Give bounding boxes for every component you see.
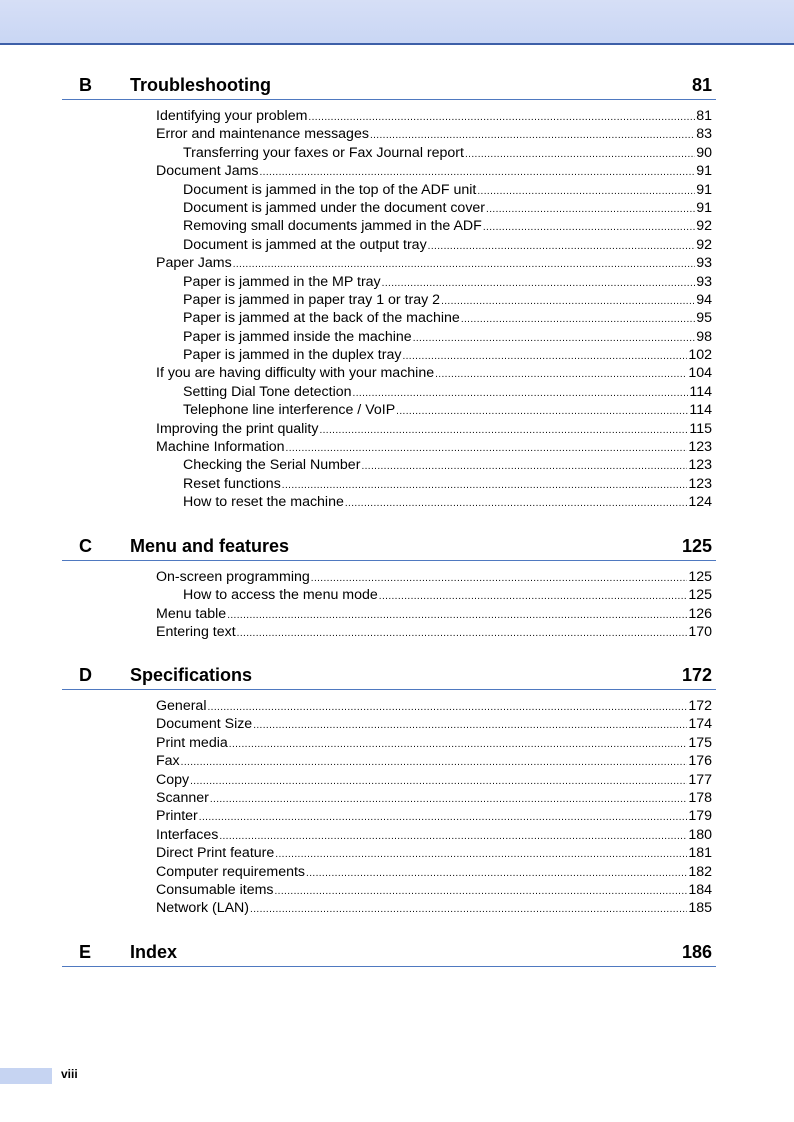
toc-entry-page: 92 [696,218,712,235]
toc-entry-label: Checking the Serial Number [183,457,361,474]
toc-entry-page: 91 [696,181,712,198]
toc-entry[interactable] [62,623,716,641]
section-page-number: 81 [691,75,712,95]
toc-entry[interactable] [62,789,716,807]
toc-entry[interactable] [62,162,716,180]
toc-entry[interactable] [62,236,716,254]
toc-entry-label: How to access the menu mode [183,587,378,604]
toc-entry-label: How to reset the machine [183,494,344,511]
toc-entry-page: 90 [696,144,712,161]
toc-entry[interactable] [62,807,716,825]
toc-entry-label: Removing small documents jammed in the ADF [183,218,482,235]
toc-entry[interactable] [62,456,716,474]
toc-entry[interactable] [62,844,716,862]
toc-entry-page: 179 [688,808,712,825]
toc-entry[interactable] [62,309,716,327]
toc-entry-page: 104 [688,365,712,382]
toc-entry-label: Machine Information [156,439,285,456]
toc-entry-page: 126 [688,605,712,622]
toc-entry-page: 123 [688,457,712,474]
toc-entry[interactable] [62,217,716,235]
header-band [0,0,794,45]
toc-entry-page: 123 [688,439,712,456]
toc-entry-label: Telephone line interference / VoIP [183,402,396,419]
toc-entry-page: 178 [688,789,712,806]
toc-entry[interactable] [62,199,716,217]
section-letter: B [79,75,92,95]
toc-entry[interactable] [62,291,716,309]
toc-entry-label: Printer [156,808,198,825]
dot-leader [219,828,687,846]
section-b [62,71,716,512]
toc-entry-page: 172 [688,698,712,714]
toc-entry[interactable] [62,493,716,511]
toc-entry-label: Scanner [156,789,209,806]
toc-entry[interactable] [62,605,716,623]
toc-entry[interactable] [62,273,716,291]
toc-entry-label: Document is jammed at the output tray [183,236,427,253]
toc-entry[interactable] [62,181,716,199]
dot-leader [181,754,688,772]
section-page-number: 125 [681,536,712,556]
toc-entry-label: General [156,698,207,714]
section-title: Index [130,942,178,962]
dot-leader [345,495,687,513]
toc-entry-page: 94 [696,291,712,308]
toc-entry-label: Identifying your problem [156,108,308,124]
toc-entry-page: 91 [696,163,712,180]
toc-entry-page: 83 [696,126,712,143]
toc-entry-label: Document Jams [156,163,259,180]
toc-entry-label: Paper is jammed inside the machine [183,328,412,345]
dot-leader [477,183,695,201]
toc-entry-page: 125 [688,569,712,585]
dot-leader [413,330,696,348]
toc-entry-label: Setting Dial Tone detection [183,383,352,400]
toc-entry-label: Paper is jammed in the duplex tray [183,347,402,364]
toc-entry[interactable] [62,107,716,125]
toc-entry-page: 125 [688,587,712,604]
toc-entry[interactable] [62,438,716,456]
toc-entry-label: Print media [156,734,228,751]
toc-entry[interactable] [62,364,716,382]
dot-leader [353,385,689,403]
dot-leader [253,717,687,735]
toc-entry-label: On-screen programming [156,569,310,585]
section-e [62,938,716,967]
toc-entry-label: Paper is jammed in the MP tray [183,273,381,290]
toc-entry-label: Network (LAN) [156,900,250,917]
toc-entry-page: 181 [688,845,712,862]
dot-leader [379,588,688,606]
section-heading[interactable] [62,532,716,561]
toc-entry-page: 114 [689,402,712,419]
dot-leader [319,422,688,440]
dot-leader [190,773,687,791]
dot-leader [428,238,696,256]
toc-entry-label: Reset functions [183,475,281,492]
toc-entry[interactable] [62,420,716,438]
toc-entry-page: 93 [696,273,712,290]
toc-entry[interactable] [62,586,716,604]
dot-leader [207,699,687,717]
toc-entry-label: Menu table [156,605,227,622]
toc-entry-label: Document is jammed under the document cover [183,199,486,216]
toc-entry[interactable] [62,383,716,401]
toc-entry-page: 123 [688,475,712,492]
section-letter: D [79,665,92,685]
dot-leader [306,865,687,883]
toc-entry-page: 95 [696,310,712,327]
toc-entry[interactable] [62,346,716,364]
toc-entry[interactable] [62,475,716,493]
toc-entry-page: 175 [688,734,712,751]
dot-leader [486,201,695,219]
dot-leader [483,219,695,237]
toc-entries [62,568,716,642]
dot-leader [361,458,687,476]
section-title: Specifications [130,665,253,685]
section-page-number: 172 [681,665,712,685]
dot-leader [441,293,695,311]
section-heading[interactable] [62,71,716,100]
dot-leader [237,625,688,643]
toc-entry-label: Computer requirements [156,863,306,880]
toc-entry-label: Paper is jammed in paper tray 1 or tray 2 [183,291,441,308]
toc-entry-label: Paper Jams [156,255,232,272]
section-title: Troubleshooting [130,75,271,95]
footer-bar [0,1068,52,1084]
section-page-number: 186 [681,942,712,962]
toc-entry-label: Paper is jammed at the back of the machine [183,310,460,327]
toc-entries [62,697,716,918]
section-heading[interactable] [62,938,716,967]
toc-entry[interactable] [62,401,716,419]
toc-entry-page: 98 [696,328,712,345]
toc-entry-label: Direct Print feature [156,845,275,862]
toc-entry-page: 177 [688,771,712,788]
toc-entry-page: 92 [696,236,712,253]
dot-leader [275,846,687,864]
toc-entry[interactable] [62,144,716,162]
toc-entry-label: Error and maintenance messages [156,126,369,143]
dot-leader [250,901,687,919]
toc-entry-page: 184 [688,881,712,898]
dot-leader [435,366,687,384]
toc-entry-label: Copy [156,771,190,788]
section-title: Menu and features [130,536,290,556]
toc-entry-page: 93 [696,255,712,272]
dot-leader [402,348,687,366]
toc-entry-label: Fax [156,753,180,770]
section-c [62,532,716,642]
toc-entry-label: Document is jammed in the top of the ADF unit [183,181,477,198]
toc-entry-page: 174 [688,716,712,733]
section-d [62,661,716,918]
dot-leader [461,311,695,329]
toc-entry[interactable] [62,125,716,143]
toc-entry-label: Interfaces [156,826,219,843]
section-letter: C [79,536,92,556]
section-letter: E [79,942,92,962]
toc-entry[interactable] [62,697,716,715]
toc-entry-page: 124 [688,494,712,511]
dot-leader [465,146,695,164]
toc-entry-page: 91 [696,199,712,216]
toc-entry-label: Document Size [156,716,253,733]
dot-leader [227,607,687,625]
toc-entry[interactable] [62,568,716,586]
toc-entry[interactable] [62,328,716,346]
toc-entry-page: 176 [688,753,712,770]
dot-leader [199,809,688,827]
toc-entry-page: 114 [689,383,712,400]
dot-leader [396,403,688,421]
toc-entry-page: 81 [696,108,712,124]
toc-entry[interactable] [62,881,716,899]
toc-entries [62,107,716,512]
toc-entry-page: 185 [688,900,712,917]
toc-entry-label: If you are having difficulty with your machine [156,365,435,382]
toc-entry[interactable] [62,826,716,844]
toc-entry-label: Transferring your faxes or Fax Journal report [183,144,464,161]
toc-entry-page: 115 [689,420,712,437]
dot-leader [229,736,688,754]
toc-entry[interactable] [62,254,716,272]
toc-entry[interactable] [62,752,716,770]
toc-entry[interactable] [62,734,716,752]
toc-entry-label: Entering text [156,624,236,641]
toc-entry-page: 182 [688,863,712,880]
toc-entry-label: Consumable items [156,881,274,898]
dot-leader [210,791,687,809]
toc-entry[interactable] [62,863,716,881]
toc-entry-page: 180 [688,826,712,843]
toc-entry-page: 170 [688,624,712,641]
dot-leader [275,883,688,901]
toc-entry[interactable] [62,771,716,789]
toc-entry-label: Improving the print quality [156,420,319,437]
toc-entry[interactable] [62,715,716,733]
toc-entry-page: 102 [688,347,712,364]
section-heading[interactable] [62,661,716,690]
footer-page-number: viii [61,1067,78,1081]
toc-entry[interactable] [62,899,716,917]
